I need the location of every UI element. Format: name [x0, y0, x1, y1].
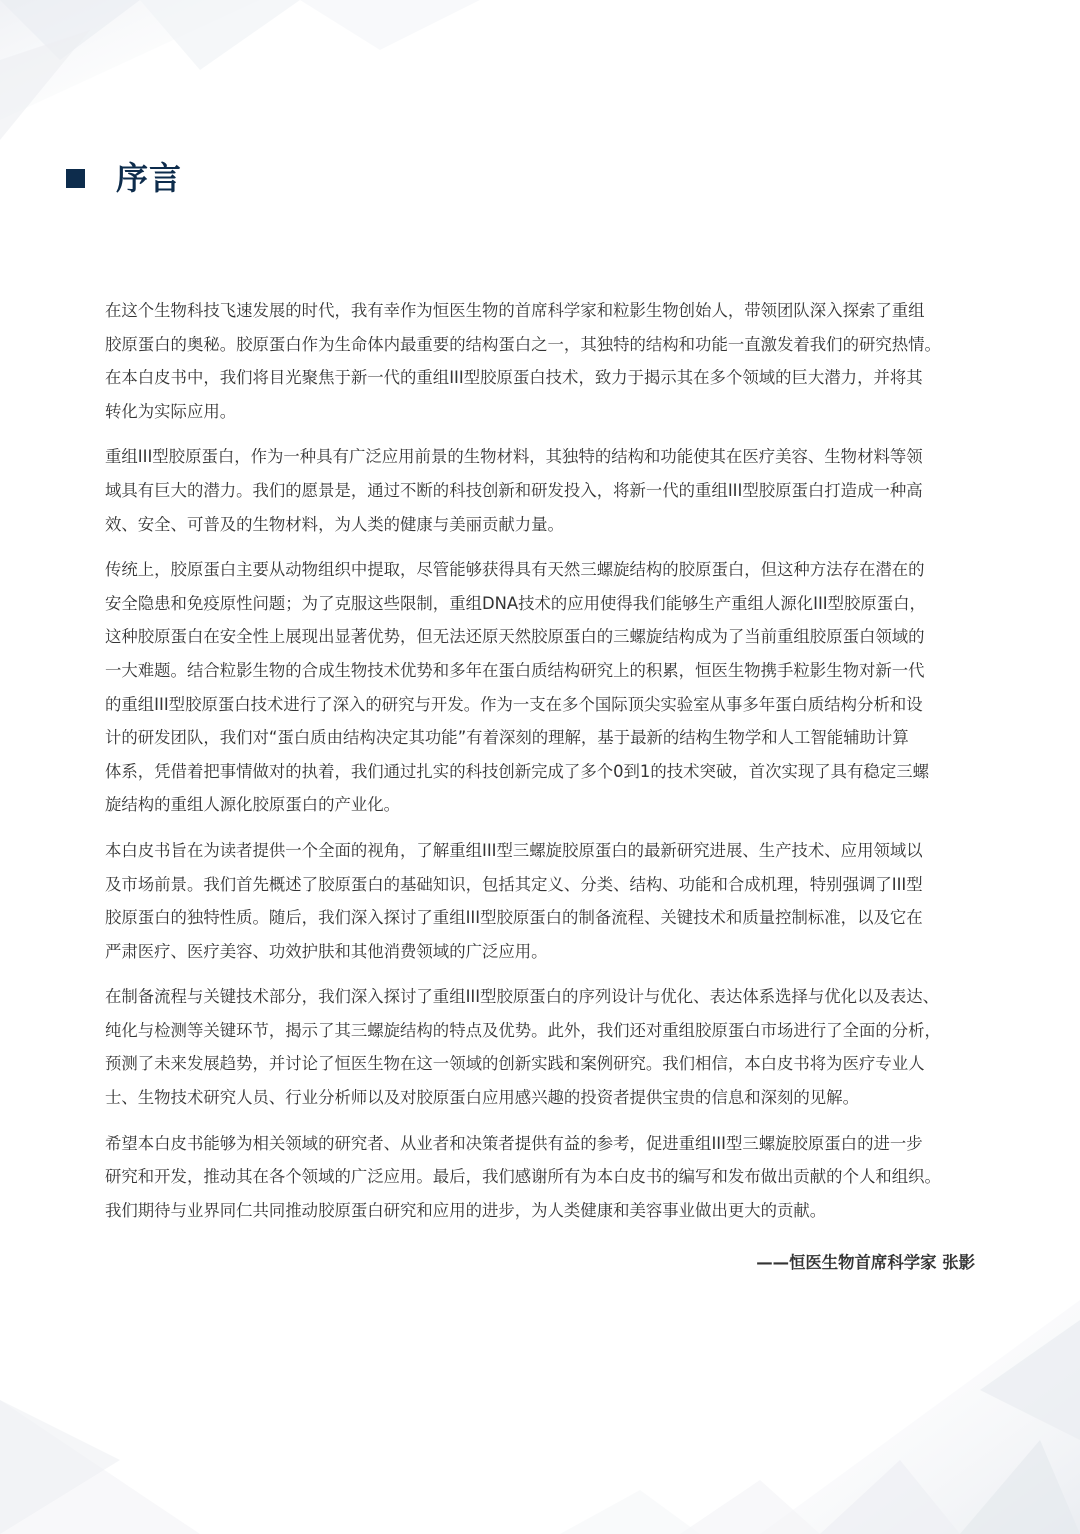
text-line: 我们期待与业界同仁共同推动胶原蛋白研究和应用的进步，为人类健康和美容事业做出更大的贡献。: [105, 1200, 827, 1220]
paragraph: [105, 980, 977, 1114]
text-line: 计的研发团队，我们对“蛋白质由结构决定其功能”有着深刻的理解，基于最新的结构生物学和人工智能辅助计算: [105, 728, 909, 748]
text-line: 安全隐患和免疫原性问题；为了克服这些限制，重组DNA技术的应用使得我们能够生产重组人源化III型胶原蛋白，: [105, 593, 926, 613]
paragraph: [105, 294, 977, 428]
text-line: 及市场前景。我们首先概述了胶原蛋白的基础知识，包括其定义、分类、结构、功能和合成机理，特别强调了III型: [105, 874, 923, 894]
text-line: 域具有巨大的潜力。我们的愿景是，通过不断的科技创新和研发投入，将新一代的重组III型胶原蛋白打造成一种高: [105, 480, 923, 500]
text-line: 在制备流程与关键技术部分，我们深入探讨了重组III型胶原蛋白的序列设计与优化、表达体系选择与优化以及表达、: [105, 987, 940, 1007]
page-title: 序言: [116, 159, 183, 197]
text-line: 效、安全、可普及的生物材料，为人类的健康与美丽贡献力量。: [105, 514, 564, 534]
section-heading: [66, 150, 182, 206]
heading-square-icon: [66, 169, 85, 188]
text-line: 重组III型胶原蛋白，作为一种具有广泛应用前景的生物材料，其独特的结构和功能使其在医疗美容、生物材料等领: [105, 447, 923, 467]
text-line: 严肃医疗、医疗美容、功效护肤和其他消费领域的广泛应用。: [105, 941, 548, 961]
paragraph: [105, 834, 977, 968]
preface-body: [105, 294, 977, 1239]
paragraph: [105, 553, 977, 822]
text-line: 转化为实际应用。: [105, 401, 237, 421]
text-line: 希望本白皮书能够为相关领域的研究者、从业者和决策者提供有益的参考，促进重组III型三螺旋胶原蛋白的进一步: [105, 1133, 923, 1153]
text-line: 纯化与检测等关键环节，揭示了其三螺旋结构的特点及优势。此外，我们还对重组胶原蛋白市场进行了全面的分析，: [105, 1020, 941, 1040]
text-line: 胶原蛋白的独特性质。随后，我们深入探讨了重组III型胶原蛋白的制备流程、关键技术和质量控制标准，以及它在: [105, 908, 923, 928]
text-line: 在这个生物科技飞速发展的时代，我有幸作为恒医生物的首席科学家和粒影生物创始人，带领团队深入探索了重组: [105, 301, 925, 320]
text-line: 在本白皮书中，我们将目光聚焦于新一代的重组III型胶原蛋白技术，致力于揭示其在多个领域的巨大潜力，并将其: [105, 368, 923, 388]
text-line: 体系，凭借着把事情做对的执着，我们通过扎实的科技创新完成了多个0到1的技术突破，首次实现了具有稳定三螺: [105, 761, 929, 781]
text-line: 本白皮书旨在为读者提供一个全面的视角，了解重组III型三螺旋胶原蛋白的最新研究进展、生产技术、应用领域以: [105, 840, 923, 860]
paragraph: [105, 1127, 977, 1228]
signature: ——恒医生物首席科学家 张影: [756, 1253, 975, 1272]
text-line: 旋结构的重组人源化胶原蛋白的产业化。: [105, 795, 401, 815]
text-line: 胶原蛋白的奥秘。胶原蛋白作为生命体内最重要的结构蛋白之一，其独特的结构和功能一直激发着我们的研究热情。: [105, 334, 941, 354]
text-line: 预测了未来发展趋势，并讨论了恒医生物在这一领域的创新实践和案例研究。我们相信，本白皮书将为医疗专业人: [105, 1054, 925, 1074]
text-line: 这种胶原蛋白在安全性上展现出显著优势，但无法还原天然胶原蛋白的三螺旋结构成为了当前重组胶原蛋白领域的: [105, 627, 925, 647]
text-line: 的重组III型胶原蛋白技术进行了深入的研究与开发。作为一支在多个国际顶尖实验室从事多年蛋白质结构分析和设: [105, 694, 923, 714]
text-line: 传统上，胶原蛋白主要从动物组织中提取，尽管能够获得具有天然三螺旋结构的胶原蛋白，但这种方法存在潜在的: [105, 560, 925, 580]
text-line: 士、生物技术研究人员、行业分析师以及对胶原蛋白应用感兴趣的投资者提供宝贵的信息和深刻的见解。: [105, 1088, 859, 1108]
text-line: 一大难题。结合粒影生物的合成生物技术优势和多年在蛋白质结构研究上的积累，恒医生物携手粒影生物对新一代: [105, 660, 925, 680]
text-line: 研究和开发，推动其在各个领域的广泛应用。最后，我们感谢所有为本白皮书的编写和发布做出贡献的个人和组织。: [105, 1167, 941, 1187]
paragraph: [105, 440, 977, 541]
